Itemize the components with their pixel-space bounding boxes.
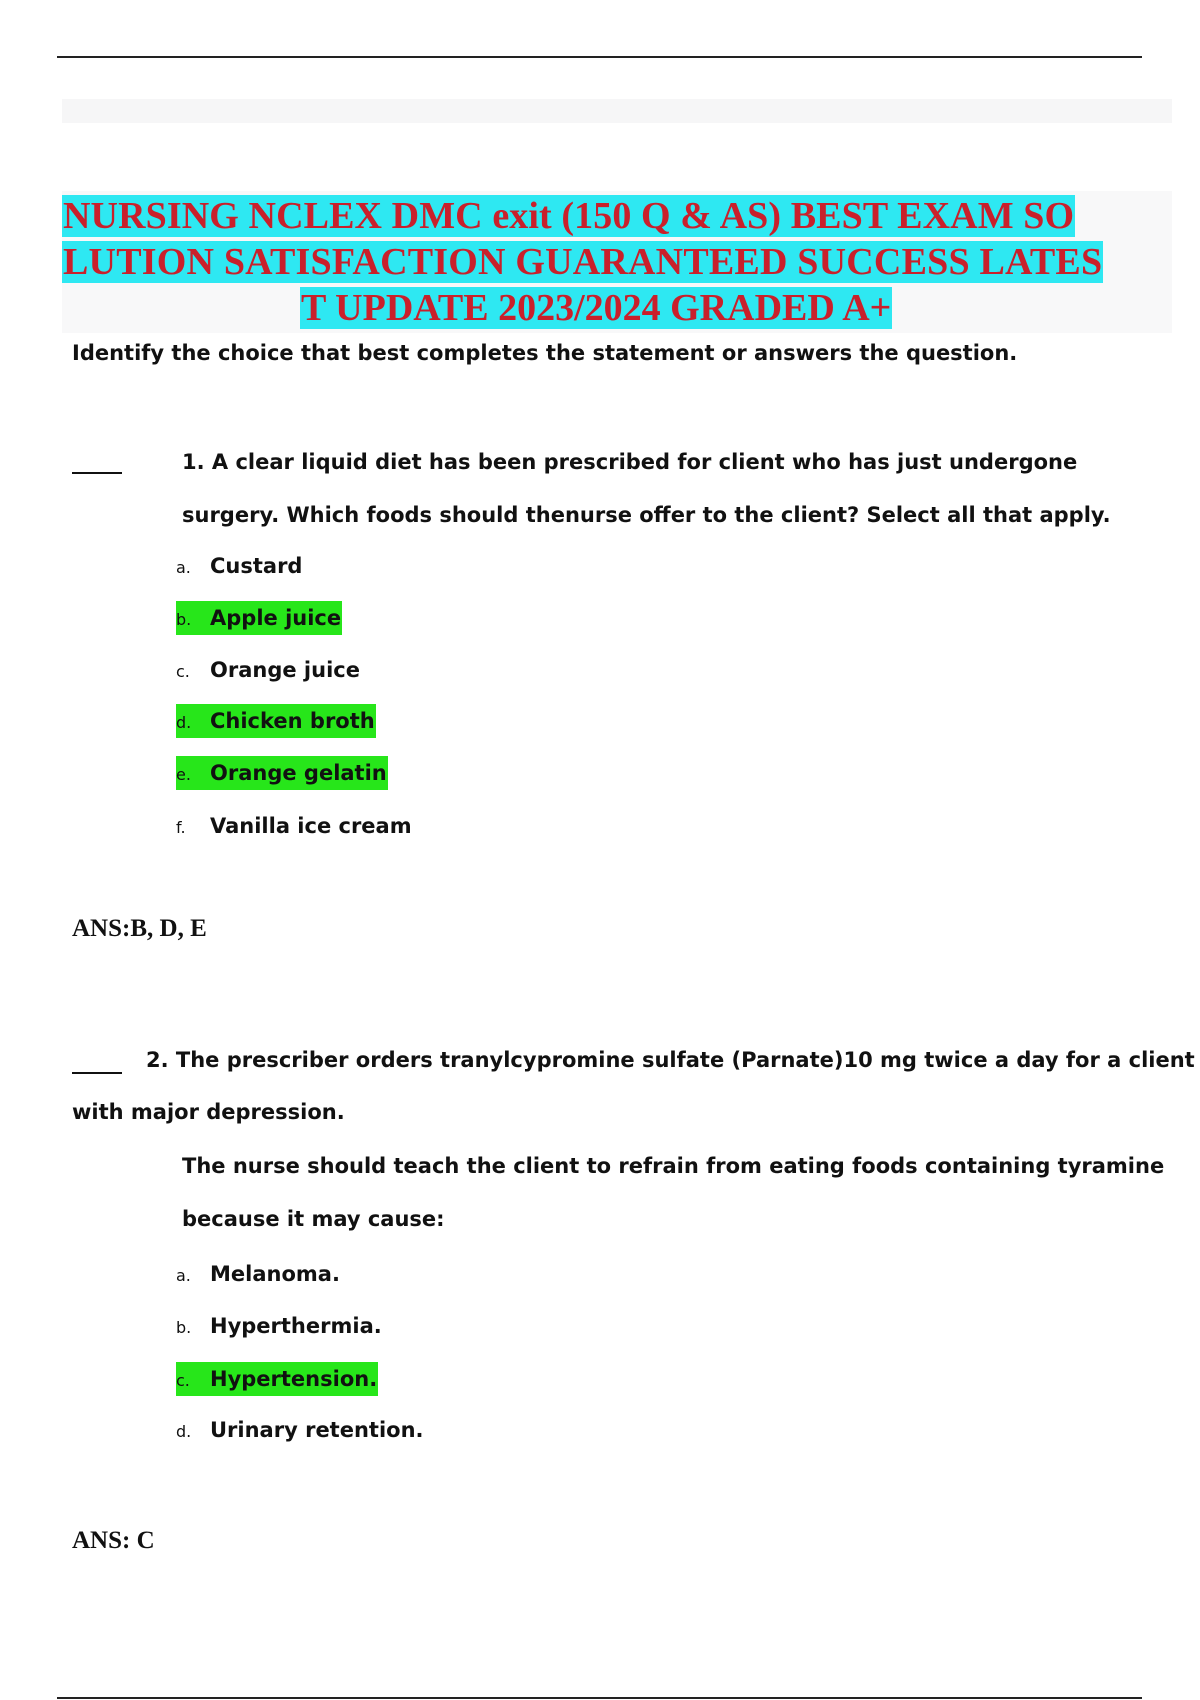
q2-option-b[interactable] [176, 1309, 383, 1343]
option-letter: b. [176, 1318, 192, 1337]
option-text: Custard [210, 554, 303, 578]
q1-option-e[interactable] [176, 756, 388, 790]
q1-option-a[interactable] [176, 549, 303, 583]
option-text: Hyperthermia. [210, 1314, 382, 1338]
document-title-line-1: NURSING NCLEX DMC exit (150 Q & AS) BEST EXAM SO [63, 195, 1075, 237]
top-rule [57, 56, 1142, 58]
option-text: Hypertension. [210, 1367, 378, 1391]
option-letter: d. [176, 1422, 192, 1441]
question-1-line-1: 1. A clear liquid diet has been prescribed for client who has just undergone [182, 450, 1078, 474]
option-text: Orange juice [210, 658, 360, 682]
option-text: Apple juice [210, 606, 342, 630]
instructions: Identify the choice that best completes the statement or answers the question. [72, 341, 1018, 365]
option-letter: a. [176, 1266, 191, 1285]
q2-option-d[interactable] [176, 1413, 425, 1447]
option-letter: e. [176, 765, 191, 784]
q1-option-b[interactable] [176, 601, 342, 635]
question-1-line-2: surgery. Which foods should thenurse offer to the client? Select all that apply. [182, 503, 1111, 527]
question-2-line-1: 2. The prescriber orders tranylcypromine sulfate (Parnate)10 mg twice a day for a client [146, 1048, 1195, 1072]
document-title-line-2: LUTION SATISFACTION GUARANTEED SUCCESS LATES [63, 241, 1103, 283]
q1-option-d[interactable] [176, 704, 376, 738]
option-letter: c. [176, 1371, 190, 1390]
bottom-rule [57, 1697, 1142, 1699]
faded-header-band [62, 99, 1172, 123]
q2-option-a[interactable] [176, 1257, 341, 1291]
answer-blank-q1[interactable] [72, 472, 122, 474]
q1-option-c[interactable] [176, 653, 361, 687]
answer-blank-q2[interactable] [72, 1072, 122, 1074]
question-2-line-2: with major depression. [72, 1100, 345, 1124]
option-text: Orange gelatin [210, 761, 387, 785]
option-letter: f. [176, 818, 186, 837]
option-letter: b. [176, 610, 192, 629]
option-text: Vanilla ice cream [210, 814, 412, 838]
q1-option-f[interactable] [176, 809, 413, 843]
answer-key-q2: ANS: C [72, 1527, 155, 1554]
question-2-line-4: because it may cause: [182, 1207, 445, 1231]
q2-option-c[interactable] [176, 1362, 378, 1396]
document-title-line-3: T UPDATE 2023/2024 GRADED A+ [301, 287, 892, 329]
option-letter: d. [176, 713, 192, 732]
option-text: Urinary retention. [210, 1418, 424, 1442]
option-letter: a. [176, 558, 191, 577]
option-letter: c. [176, 662, 190, 681]
option-text: Melanoma. [210, 1262, 340, 1286]
option-text: Chicken broth [210, 709, 375, 733]
answer-key-q1: ANS:B, D, E [72, 915, 207, 942]
question-2-line-3: The nurse should teach the client to refrain from eating foods containing tyramine [182, 1154, 1165, 1178]
